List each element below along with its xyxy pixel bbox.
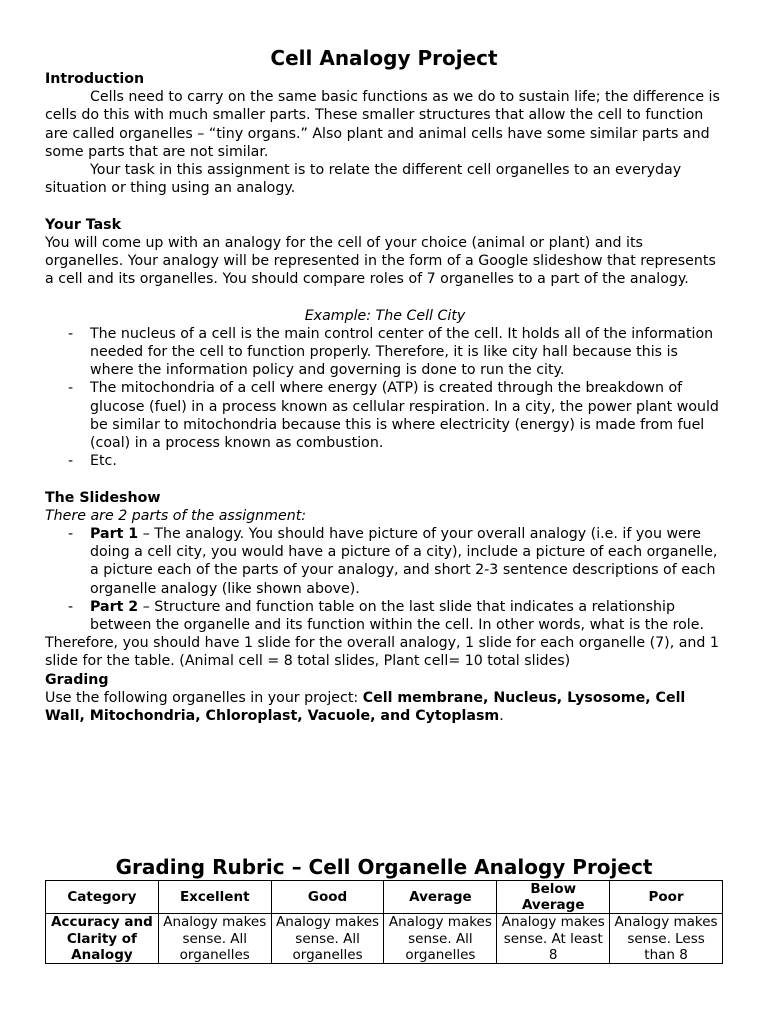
- grading-organelles: Cell membrane, Nucleus, Lysosome, Cell Wall, Mitochondria, Chloroplast, Vacuole, and Cytoplasm: [45, 689, 686, 725]
- document-body: [45, 70, 725, 725]
- rubric-header-good: Good: [271, 881, 384, 914]
- grading-paragraph: [45, 689, 725, 725]
- part-1-label: Part 1: [90, 526, 139, 543]
- rubric-header-row: [46, 881, 723, 914]
- your-task-paragraph: You will come up with an analogy for the cell of your choice (animal or plant) and its organelles. Your analogy will be represented in the form of a Google slideshow that represents a cell and its organelles. You should compare roles of 7 organelles to a part of the analogy.: [45, 234, 716, 288]
- slideshow-summary: Therefore, you should have 1 slide for the overall analogy, 1 slide for each organelle (7), and 1 slide for the table. (Animal cell = 8 total slides, Plant cell= 10 total slides): [45, 635, 719, 670]
- part-1-item: [45, 525, 725, 598]
- introduction-paragraph-1: Cells need to carry on the same basic functions as we do to sustain life; the difference is cells do this with much smaller parts. These smaller structures that allow the cell to function are called organelles – “tiny organs.” Also plant and animal cells have some similar parts and some parts that are not similar.: [45, 89, 720, 160]
- page-title: Cell Analogy Project: [270, 46, 498, 70]
- grading-heading: Grading: [45, 671, 109, 688]
- your-task-heading: Your Task: [45, 216, 122, 233]
- example-list: [45, 325, 725, 471]
- introduction-paragraph-2: Your task in this assignment is to relate the different cell organelles to an everyday situation or thing using an analogy.: [45, 162, 682, 197]
- rubric-cell-poor: Analogy makes sense. Less than 8: [610, 914, 723, 964]
- example-title: Example: The Cell City: [304, 307, 466, 324]
- rubric-header-excellent: Excellent: [158, 881, 271, 914]
- example-item-etc: - Etc.: [45, 452, 725, 470]
- rubric-cell-below-average: Analogy makes sense. At least 8: [497, 914, 610, 964]
- rubric-header-below-average: Below Average: [497, 881, 610, 914]
- rubric-title: Grading Rubric – Cell Organelle Analogy Project: [115, 855, 653, 879]
- table-row: [46, 914, 723, 964]
- grading-end: .: [499, 708, 504, 725]
- part-1-text: – The analogy. You should have picture of your overall analogy (i.e. if you were doing a cell city, you would have a picture of a city), include a picture of each organelle, a picture each of the parts of your analogy, and short 2-3 sentence descriptions of each organelle analogy (like shown above).: [90, 526, 718, 597]
- grading-lead: Use the following organelles in your project:: [45, 689, 363, 706]
- rubric-cell-good: Analogy makes sense. All organelles: [271, 914, 384, 964]
- rubric-cell-excellent: Analogy makes sense. All organelles: [158, 914, 271, 964]
- rubric-cell-average: Analogy makes sense. All organelles: [384, 914, 497, 964]
- rubric-header-poor: Poor: [610, 881, 723, 914]
- part-2-text: – Structure and function table on the last slide that indicates a relationship between the organelle and its function within the cell. In other words, what is the role.: [90, 598, 704, 634]
- rubric-cell-category: Accuracy and Clarity of Analogy: [46, 914, 159, 964]
- example-item-mitochondria: - The mitochondria of a cell where energy (ATP) is created through the breakdown of glucose (fuel) in a process known as cellular respiration. In a city, the power plant would be similar to mitochondria because this is where electricity (energy) is made from fuel (coal) in a process known as combustion.: [45, 379, 725, 452]
- rubric-header-average: Average: [384, 881, 497, 914]
- part-2-label: Part 2: [90, 598, 139, 615]
- introduction-heading: Introduction: [45, 71, 145, 87]
- rubric-header-category: Category: [46, 881, 159, 914]
- part-2-item: [45, 598, 725, 634]
- slideshow-parts-list: [45, 525, 725, 634]
- rubric-table: [45, 880, 723, 964]
- slideshow-heading: The Slideshow: [45, 489, 161, 506]
- slideshow-subheading: There are 2 parts of the assignment:: [45, 507, 307, 524]
- example-item-nucleus: - The nucleus of a cell is the main control center of the cell. It holds all of the information needed for the cell to function properly. Therefore, it is like city hall because this is where the information policy and governing is done to run the city.: [45, 325, 725, 380]
